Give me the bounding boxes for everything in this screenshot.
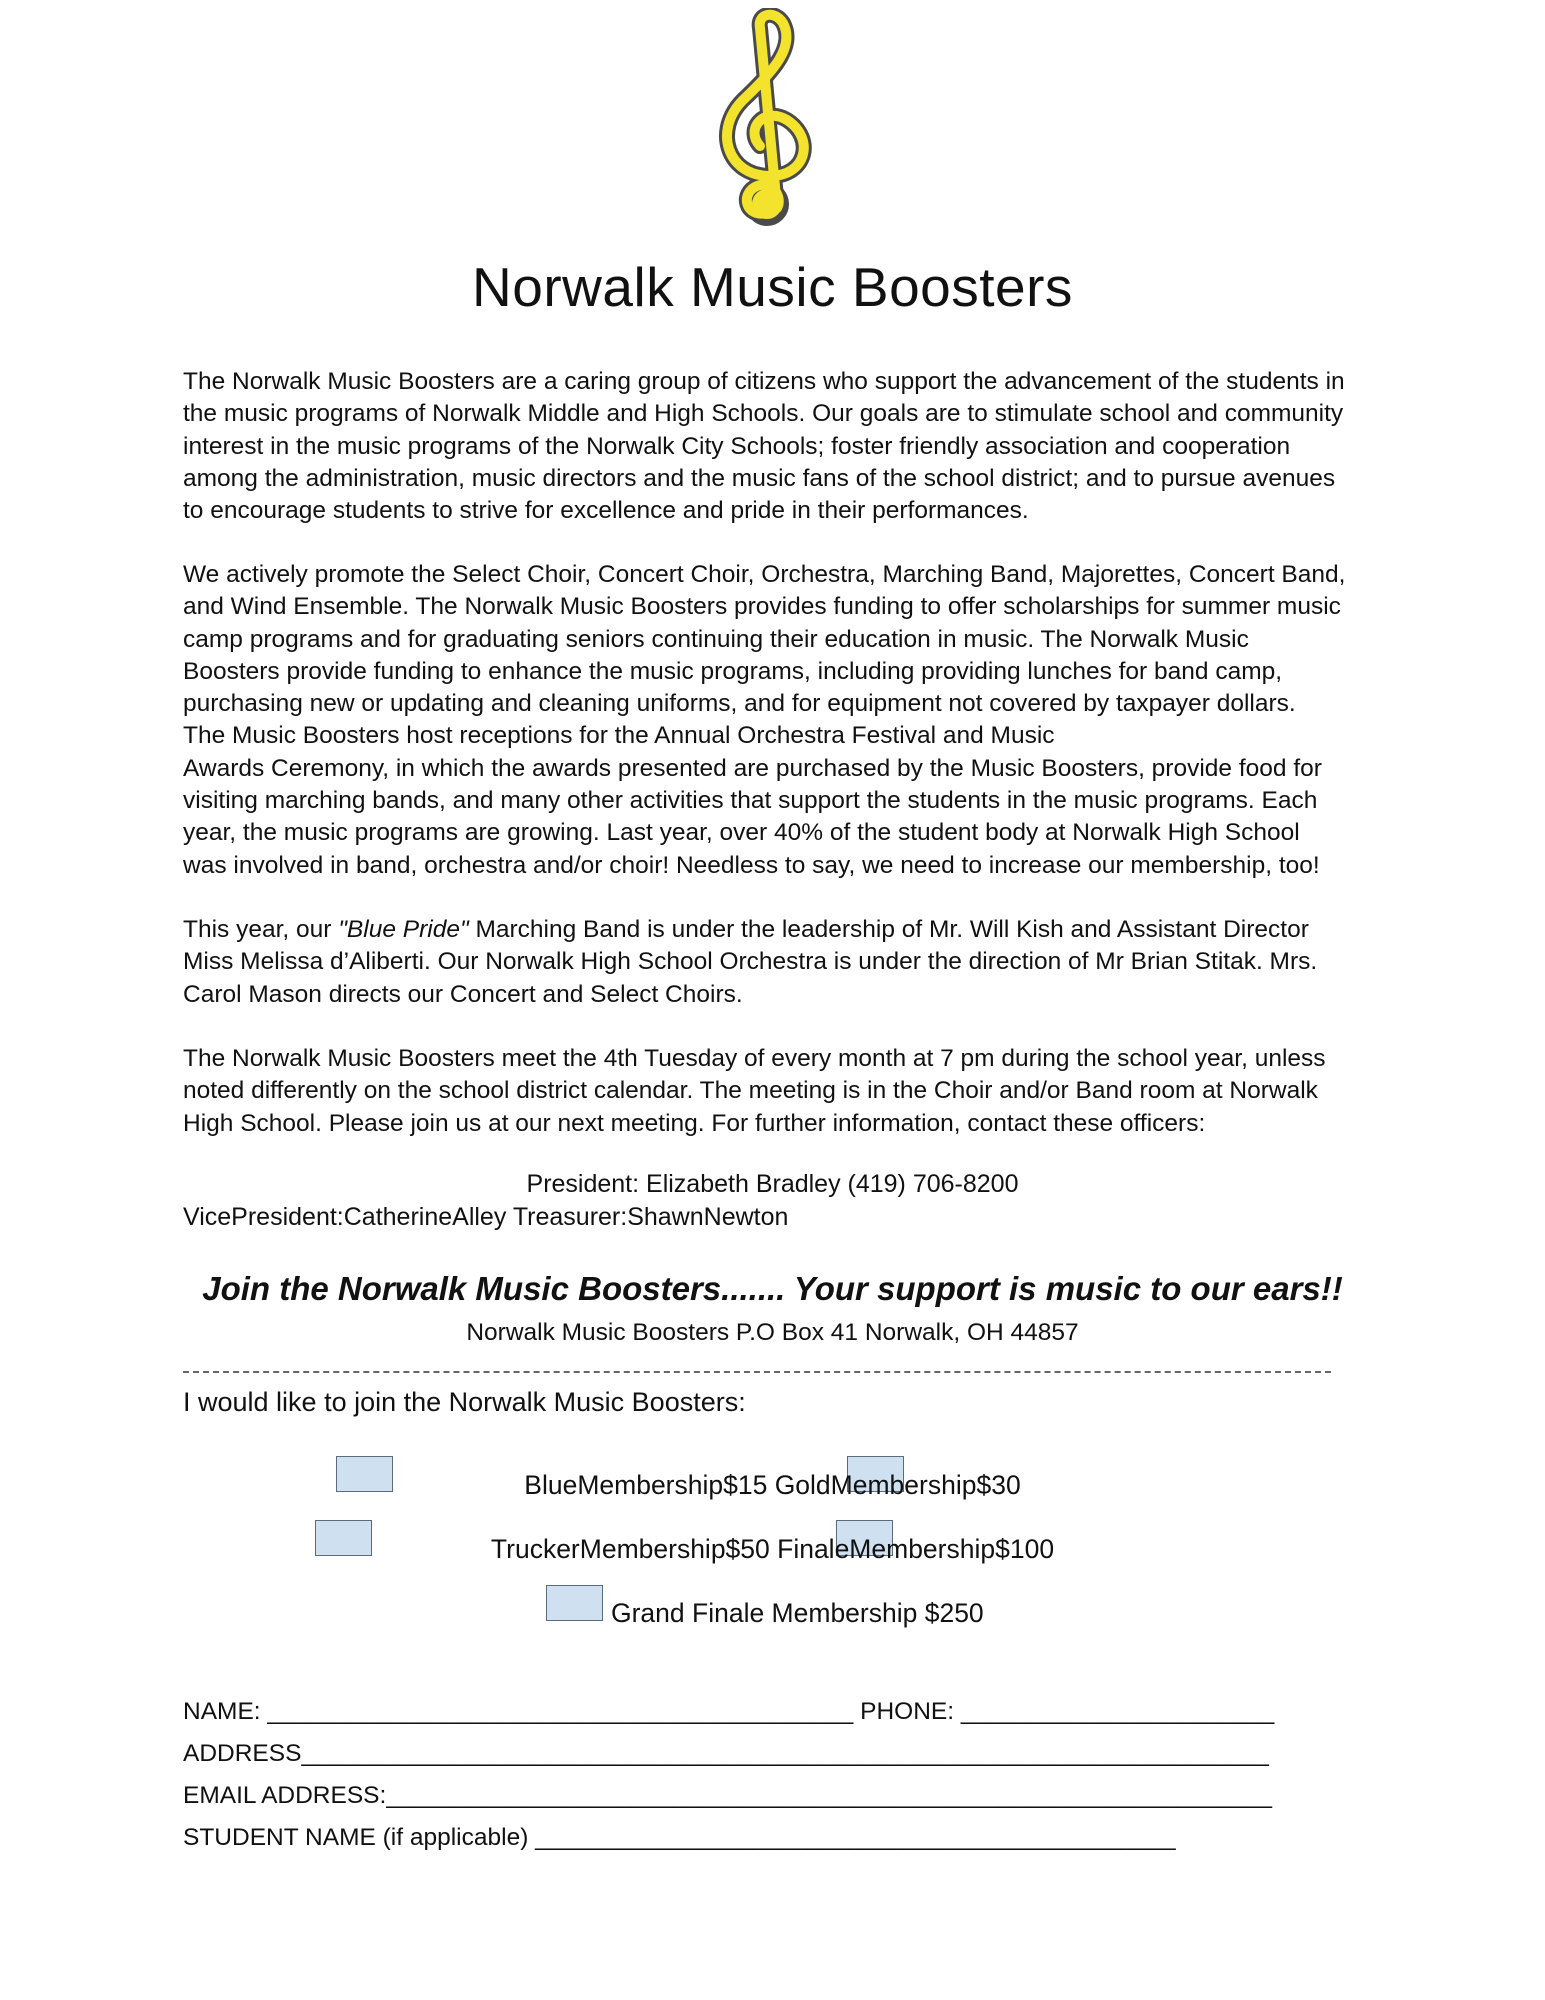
text-segment: Marching Band is under the leadership of Mr. Will Kish and Assistant Director — [468, 916, 1309, 943]
text-line: Carol Mason directs our Concert and Select Choirs. — [183, 980, 743, 1008]
text-line: High School. Please join us at our next meeting. For further information, contact these officers: — [183, 1109, 1206, 1137]
band-name: "Blue Pride" — [338, 916, 469, 943]
address-field[interactable]: ADDRESS_______________________________________________________________________ — [183, 1740, 1269, 1767]
text-line: among the administration, music directors and the music fans of the school district; and to pursue avenues — [183, 464, 1336, 492]
text-line: and Wind Ensemble. The Norwalk Music Boosters provides funding to offer scholarships for summer music — [183, 593, 1341, 621]
tagline: Join the Norwalk Music Boosters....... Your support is music to our ears!! — [202, 1270, 1343, 1307]
email-field[interactable]: EMAIL ADDRESS:_________________________________________________________________ — [183, 1782, 1272, 1809]
directors-paragraph — [183, 914, 1383, 1011]
text-line: noted differently on the school district calendar. The meeting is in the Choir and/or Band room at Norwalk — [183, 1077, 1318, 1105]
text-line: the music programs of Norwalk Middle and High Schools. Our goals are to stimulate school and community — [183, 400, 1344, 428]
treble-clef-icon — [705, 8, 855, 233]
membership-row-2: TruckerMembership$50 FinaleMembership$100 — [490, 1534, 1055, 1564]
text-line: The Norwalk Music Boosters are a caring group of citizens who support the advancement of the students in — [183, 368, 1345, 395]
programs-paragraph — [183, 559, 1383, 882]
text-line: Miss Melissa d’Aliberti. Our Norwalk High School Orchestra is under the direction of Mr Brian Stitak. Mrs. — [183, 948, 1318, 976]
text-line: was involved in band, orchestra and/or choir! Needless to say, we need to increase our membership, too! — [183, 851, 1320, 879]
text-line: The Music Boosters host receptions for the Annual Orchestra Festival and Music — [183, 722, 1055, 750]
text-line — [183, 914, 1383, 946]
text-segment: This year, our — [183, 916, 339, 943]
text-line: We actively promote the Select Choir, Concert Choir, Orchestra, Marching Band, Majorettes, Concert Band, — [183, 561, 1346, 588]
grand-finale-membership-checkbox[interactable] — [546, 1585, 603, 1621]
text-line: year, the music programs are growing. Last year, over 40% of the student body at Norwalk High School — [183, 819, 1300, 847]
page-title: Norwalk Music Boosters — [472, 256, 1073, 318]
membership-row-1: BlueMembership$15 GoldMembership$30 — [524, 1470, 1021, 1500]
president-contact: President: Elizabeth Bradley (419) 706-8200 — [526, 1170, 1019, 1198]
text-line: interest in the music programs of the Norwalk City Schools; foster friendly association and cooperation — [183, 432, 1291, 460]
membership-row-3: Grand Finale Membership $250 — [611, 1598, 984, 1628]
mailing-address: Norwalk Music Boosters P.O Box 41 Norwalk, OH 44857 — [466, 1319, 1079, 1346]
text-line: to encourage students to strive for excellence and pride in their performances. — [183, 497, 1029, 525]
join-heading: I would like to join the Norwalk Music Boosters: — [183, 1387, 746, 1417]
text-line: Boosters provide funding to enhance the music programs, including providing lunches for band camp, — [183, 657, 1283, 685]
text-line: purchasing new or updating and cleaning uniforms, and for equipment not covered by taxpayer dollars. — [183, 690, 1296, 718]
text-line: camp programs and for graduating seniors continuing their education in music. The Norwalk Music — [183, 625, 1249, 653]
meeting-paragraph — [183, 1043, 1383, 1140]
text-line: The Norwalk Music Boosters meet the 4th Tuesday of every month at 7 pm during the school year, unless — [183, 1045, 1326, 1072]
other-officers: VicePresident:CatherineAlley Treasurer:ShawnNewton — [183, 1203, 789, 1231]
text-line: visiting marching bands, and many other activities that support the students in the music programs. Each — [183, 787, 1318, 815]
intro-paragraph — [183, 366, 1383, 527]
name-phone-field[interactable]: NAME: ___________________________________________ PHONE: _______________________ — [183, 1698, 1275, 1725]
text-line: Awards Ceremony, in which the awards presented are purchased by the Music Boosters, provide food for — [183, 754, 1322, 782]
student-name-field[interactable]: STUDENT NAME (if applicable) _______________________________________________ — [183, 1824, 1176, 1851]
cut-line-divider — [183, 1371, 1331, 1373]
